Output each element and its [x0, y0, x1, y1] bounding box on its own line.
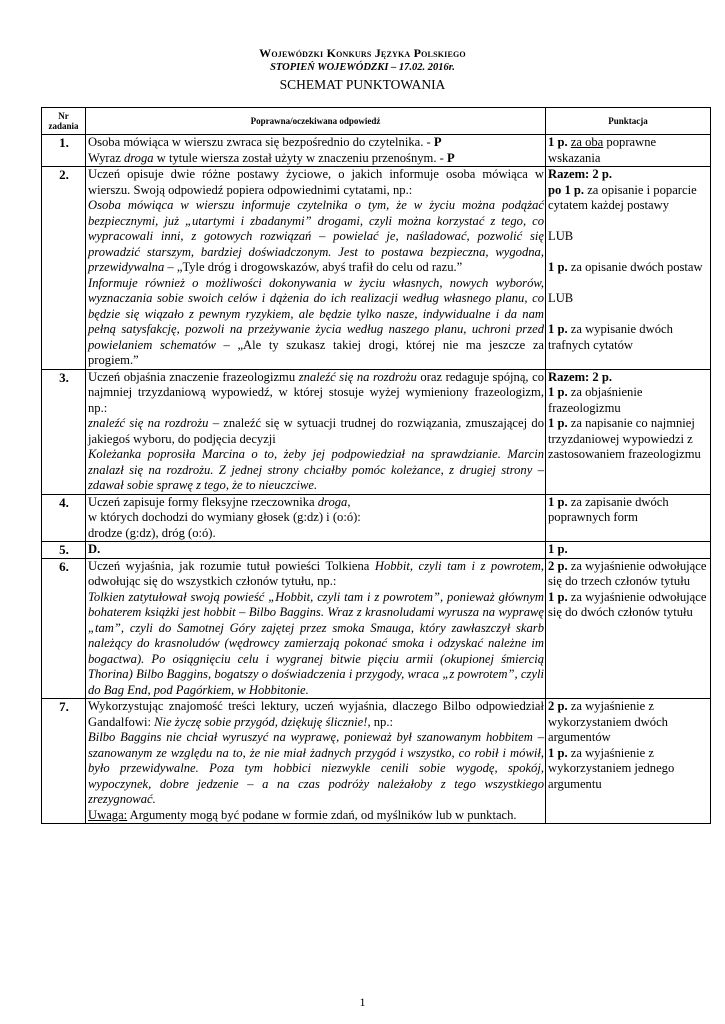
- header-answer: Poprawna/oczekiwana odpowiedź: [86, 108, 546, 135]
- page-number: 1: [359, 995, 366, 1009]
- table-row: [42, 558, 711, 699]
- table-row: [42, 369, 711, 494]
- table-row: [42, 494, 711, 542]
- answer-cell: Osoba mówiąca w wierszu zwraca się bezpośrednio do czytelnika. - P Wyraz droga w tytule wiersza został użyty w znaczeniu przenośnym. - P: [86, 135, 546, 167]
- points-cell: 1 p. za oba poprawne wskazania: [546, 135, 711, 167]
- task-number: 4.: [42, 494, 86, 542]
- answer-cell: Uczeń opisuje dwie różne postawy życiowe, o jakich informuje osoba mówiąca w wierszu. Swoją odpowiedź popiera odpowiednimi cytatami, np.: Osoba mówiąca w wierszu informuje czytelnika o tym, że w życiu można podążać bezpiecznymi, już „utartymi i zbadanymi” drogami, czyli można korzystać z tego, co wypracowali inni, z gotowych rozwiązań – powielać je, naśladować, pozwolić się prowadzić starszym, bardziej doświadczonym. Jest to postawa bezpieczna, wygodna, przewidywalna – „Tyle dróg i drogowskazów, abyś trafił do celu od razu.” Informuje również o możliwości dokonywania w życiu własnych, nowych wyborów, wyznaczania sobie swoich celów i dążenia do ich realizacji według własnego planu, co będzie się wiązało z pewnym ryzykiem, ale będzie tylko nasze, indywidualne i da nam pełną satysfakcję, pozwoli na przeżywanie życia według naszego planu, uchroni przed powielaniem schematów – „Ale ty szukasz takiej drogi, której nie ma jeszcze za progiem.”: [86, 167, 546, 370]
- points-cell: Razem: 2 p. 1 p. za objaśnienie frazeologizmu 1 p. za napisanie co najmniej trzyzdaniowej wypowiedzi z zastosowaniem frazeologizmu: [546, 369, 711, 494]
- answer-cell: Uczeń objaśnia znaczenie frazeologizmu znaleźć się na rozdrożu oraz redaguje spójną, co najmniej trzyzdaniową wypowiedź, w której stosuje wyżej wymieniony frazeologizm, np.: znaleźć się na rozdrożu – znaleźć się w sytuacji trudnej do rozwiązania, zmuszającej do jakiegoś wyboru, do podjęcia decyzji Koleżanka poprosiła Marcina o to, żeby jej podpowiedział na sprawdzianie. Marcin znalazł się na rozdrożu. Z jednej strony chciałby pomóc koleżance, z drugiej strony – zdawał sobie sprawę z tego, że to nieuczciwe.: [86, 369, 546, 494]
- table-row: [42, 167, 711, 370]
- header-task-number: Nr zadania: [42, 108, 86, 135]
- task-number: 7.: [42, 699, 86, 824]
- task-number: 2.: [42, 167, 86, 370]
- task-number: 3.: [42, 369, 86, 494]
- points-cell: Razem: 2 p. po 1 p. za opisanie i poparcie cytatem każdej postawy LUB 1 p. za opisanie dwóch postaw LUB 1 p. za wypisanie dwóch trafnych cytatów: [546, 167, 711, 370]
- task-number: 6.: [42, 558, 86, 699]
- table-row: [42, 699, 711, 824]
- contest-stage: STOPIEŃ WOJEWÓDZKI – 17.02. 2016r.: [270, 62, 455, 73]
- answer-cell: Wykorzystując znajomość treści lektury, uczeń wyjaśnia, dlaczego Bilbo odpowiedział Gandalfowi: Nie życzę sobie przygód, dziękuję ślicznie!, np.: Bilbo Baggins nie chciał wyruszyć na wyprawę, ponieważ był szanowanym hobbitem – szanowanym ze względu na to, że nie miał żadnych przygód i wszystko, co robił i mówił, było przewidywalne. Poza tym hobbici niezwykle cenili sobie wygodę, spokój, wypoczynek, dobre jedzenie – a na czas podróży należałoby z tego wszystkiego zrezygnować. Uwaga: Argumenty mogą być podane w formie zdań, od myślników lub w punktach.: [86, 699, 546, 824]
- contest-title: Wojewódzki Konkurs Języka Polskiego: [259, 46, 466, 60]
- answer-cell: Uczeń zapisuje formy fleksyjne rzeczownika droga, w których dochodzi do wymiany głosek (g:dz) i (o:ó): drodze (g:dz), dróg (o:ó).: [86, 494, 546, 542]
- scheme-title: SCHEMAT PUNKTOWANIA: [279, 77, 446, 92]
- header-points: Punktacja: [546, 108, 711, 135]
- note-label: Uwaga:: [88, 807, 128, 822]
- scoring-table: [41, 107, 711, 824]
- points-cell: 1 p. za zapisanie dwóch poprawnych form: [546, 494, 711, 542]
- points-cell: 2 p. za wyjaśnienie z wykorzystaniem dwóch argumentów 1 p. za wyjaśnienie z wykorzystaniem jednego argumentu: [546, 699, 711, 824]
- points-cell: 2 p. za wyjaśnienie odwołujące się do trzech członów tytułu 1 p. za wyjaśnienie odwołujące się do dwóch członów tytułu: [546, 558, 711, 699]
- points-cell: 1 p.: [546, 542, 711, 559]
- answer-cell: D.: [86, 542, 546, 559]
- answer-cell: Uczeń wyjaśnia, jak rozumie tutuł powieści Tolkiena Hobbit, czyli tam i z powrotem, odwołując się do wszystkich członów tytułu, np.: Tolkien zatytułował swoją powieść „Hobbit, czyli tam i z powrotem”, ponieważ głównym bohaterem książki jest hobbit – Bilbo Baggins. Wraz z krasnoludami wyrusza na wyprawę „tam”, czyli do Samotnej Góry zajętej przez smoka Smauga, który zawłaszczył skarb należący do krasnoludów (wędrowcy zamierzają pokonać smoka i odzyskać należne im bogactwa). Po osiągnięciu celu i wygranej bitwie pięciu armii (okupionej śmiercią Thorina) Bilbo Baggins, bogatszy o doświadczenia i przygody, wraca „z powrotem”, czyli do Bag End, pod Pagórkiem, w Hobbitonie.: [86, 558, 546, 699]
- table-header-row: [42, 108, 711, 135]
- task-number: 1.: [42, 135, 86, 167]
- task-number: 5.: [42, 542, 86, 559]
- table-row: [42, 135, 711, 167]
- table-row: [42, 542, 711, 559]
